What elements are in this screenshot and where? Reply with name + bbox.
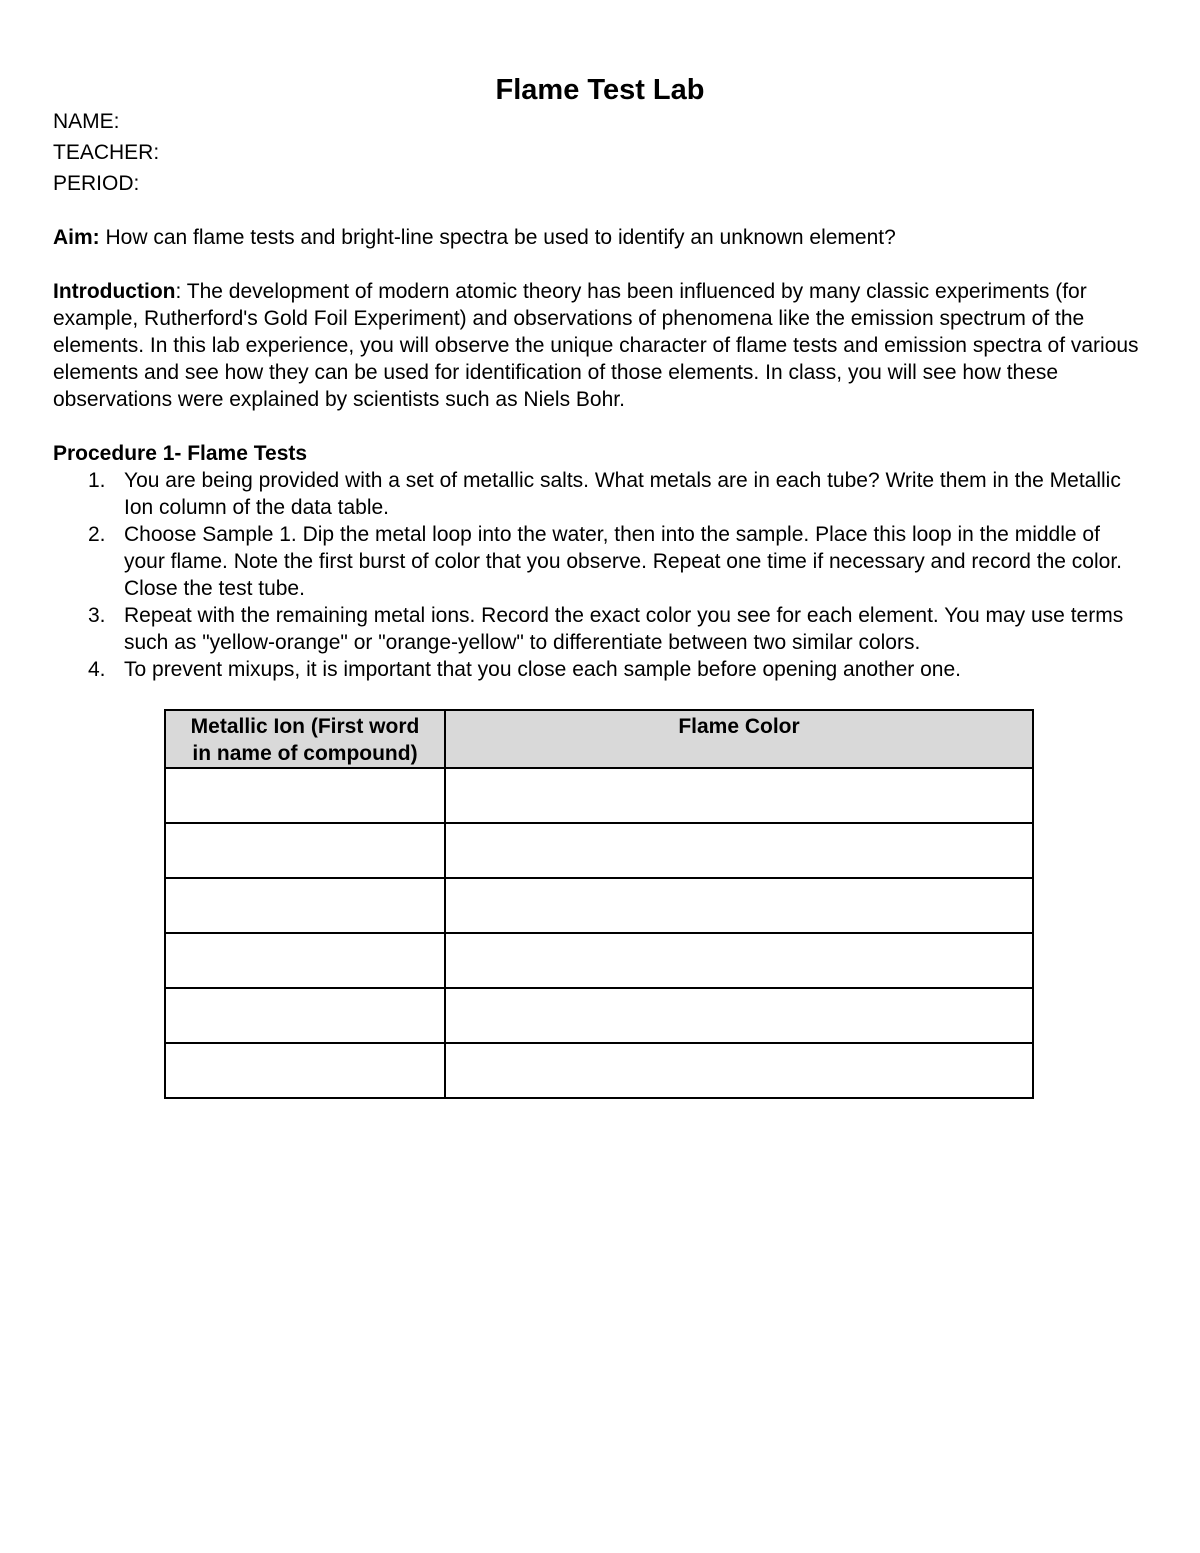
metallic-ion-cell[interactable] bbox=[165, 878, 445, 933]
table-row bbox=[165, 988, 1033, 1043]
metallic-ion-cell[interactable] bbox=[165, 933, 445, 988]
procedure-step bbox=[53, 521, 1143, 602]
step-text: Repeat with the remaining metal ions. Record the exact color you see for each element. You may use terms such as "yellow-orange" or "orange-yellow" to differentiate between two similar colors. bbox=[124, 604, 1124, 654]
table-row bbox=[165, 823, 1033, 878]
flame-test-data-table bbox=[164, 709, 1034, 1099]
aim-label: Aim: bbox=[53, 226, 100, 249]
table-row bbox=[165, 768, 1033, 823]
step-text: Choose Sample 1. Dip the metal loop into the water, then into the sample. Place this loop in the middle of your flame. Note the first burst of color that you observe. Repeat one time if necessary and record the color. Close the test tube. bbox=[124, 523, 1123, 600]
procedure-heading: Procedure 1- Flame Tests bbox=[53, 442, 308, 465]
step-number: 1. bbox=[88, 469, 106, 492]
table-header-row bbox=[165, 710, 1033, 768]
step-number: 2. bbox=[88, 523, 106, 546]
table-row bbox=[165, 878, 1033, 933]
page-title: Flame Test Lab bbox=[495, 74, 705, 106]
metallic-ion-header-line1: Metallic Ion (First word bbox=[190, 715, 420, 738]
flame-color-column-header: Flame Color bbox=[445, 710, 1033, 768]
student-info-fields bbox=[53, 106, 159, 199]
flame-color-cell[interactable] bbox=[445, 878, 1033, 933]
flame-color-cell[interactable] bbox=[445, 1043, 1033, 1098]
aim-text: How can flame tests and bright-line spectra be used to identify an unknown element? bbox=[99, 226, 896, 249]
flame-color-cell[interactable] bbox=[445, 823, 1033, 878]
procedure-step bbox=[53, 467, 1143, 521]
metallic-ion-cell[interactable] bbox=[165, 988, 445, 1043]
metallic-ion-cell[interactable] bbox=[165, 1043, 445, 1098]
flame-color-cell[interactable] bbox=[445, 768, 1033, 823]
procedure-step bbox=[53, 602, 1143, 656]
procedure-steps bbox=[53, 467, 1143, 683]
step-number: 3. bbox=[88, 604, 106, 627]
procedure-step bbox=[53, 656, 1143, 683]
metallic-ion-cell[interactable] bbox=[165, 823, 445, 878]
metallic-ion-header-line2: in name of compound) bbox=[192, 742, 418, 765]
flame-color-cell[interactable] bbox=[445, 988, 1033, 1043]
metallic-ion-column-header bbox=[165, 710, 445, 768]
period-field-label: PERIOD: bbox=[53, 172, 140, 195]
introduction-text: : The development of modern atomic theory has been influenced by many classic experiments (for example, Rutherford's Gold Foil Experiment) and observations of phenomena like the emission spectrum of the elements. In this lab experience, you will observe the unique character of flame tests and emission spectra of various elements and see how they can be used for identification of those elements. In class, you will see how these observations were explained by scientists such as Niels Bohr. bbox=[53, 280, 1139, 411]
metallic-ion-cell[interactable] bbox=[165, 768, 445, 823]
table-row bbox=[165, 1043, 1033, 1098]
name-field-label: NAME: bbox=[53, 110, 120, 133]
teacher-field-label: TEACHER: bbox=[53, 141, 160, 164]
step-text: To prevent mixups, it is important that you close each sample before opening another one. bbox=[124, 658, 961, 681]
aim-paragraph bbox=[53, 224, 1153, 251]
introduction-label: Introduction bbox=[53, 280, 176, 303]
flame-color-cell[interactable] bbox=[445, 933, 1033, 988]
step-text: You are being provided with a set of metallic salts. What metals are in each tube? Write them in the Metallic Ion column of the data table. bbox=[124, 469, 1121, 519]
step-number: 4. bbox=[88, 658, 106, 681]
introduction-paragraph bbox=[53, 278, 1153, 413]
table-row bbox=[165, 933, 1033, 988]
